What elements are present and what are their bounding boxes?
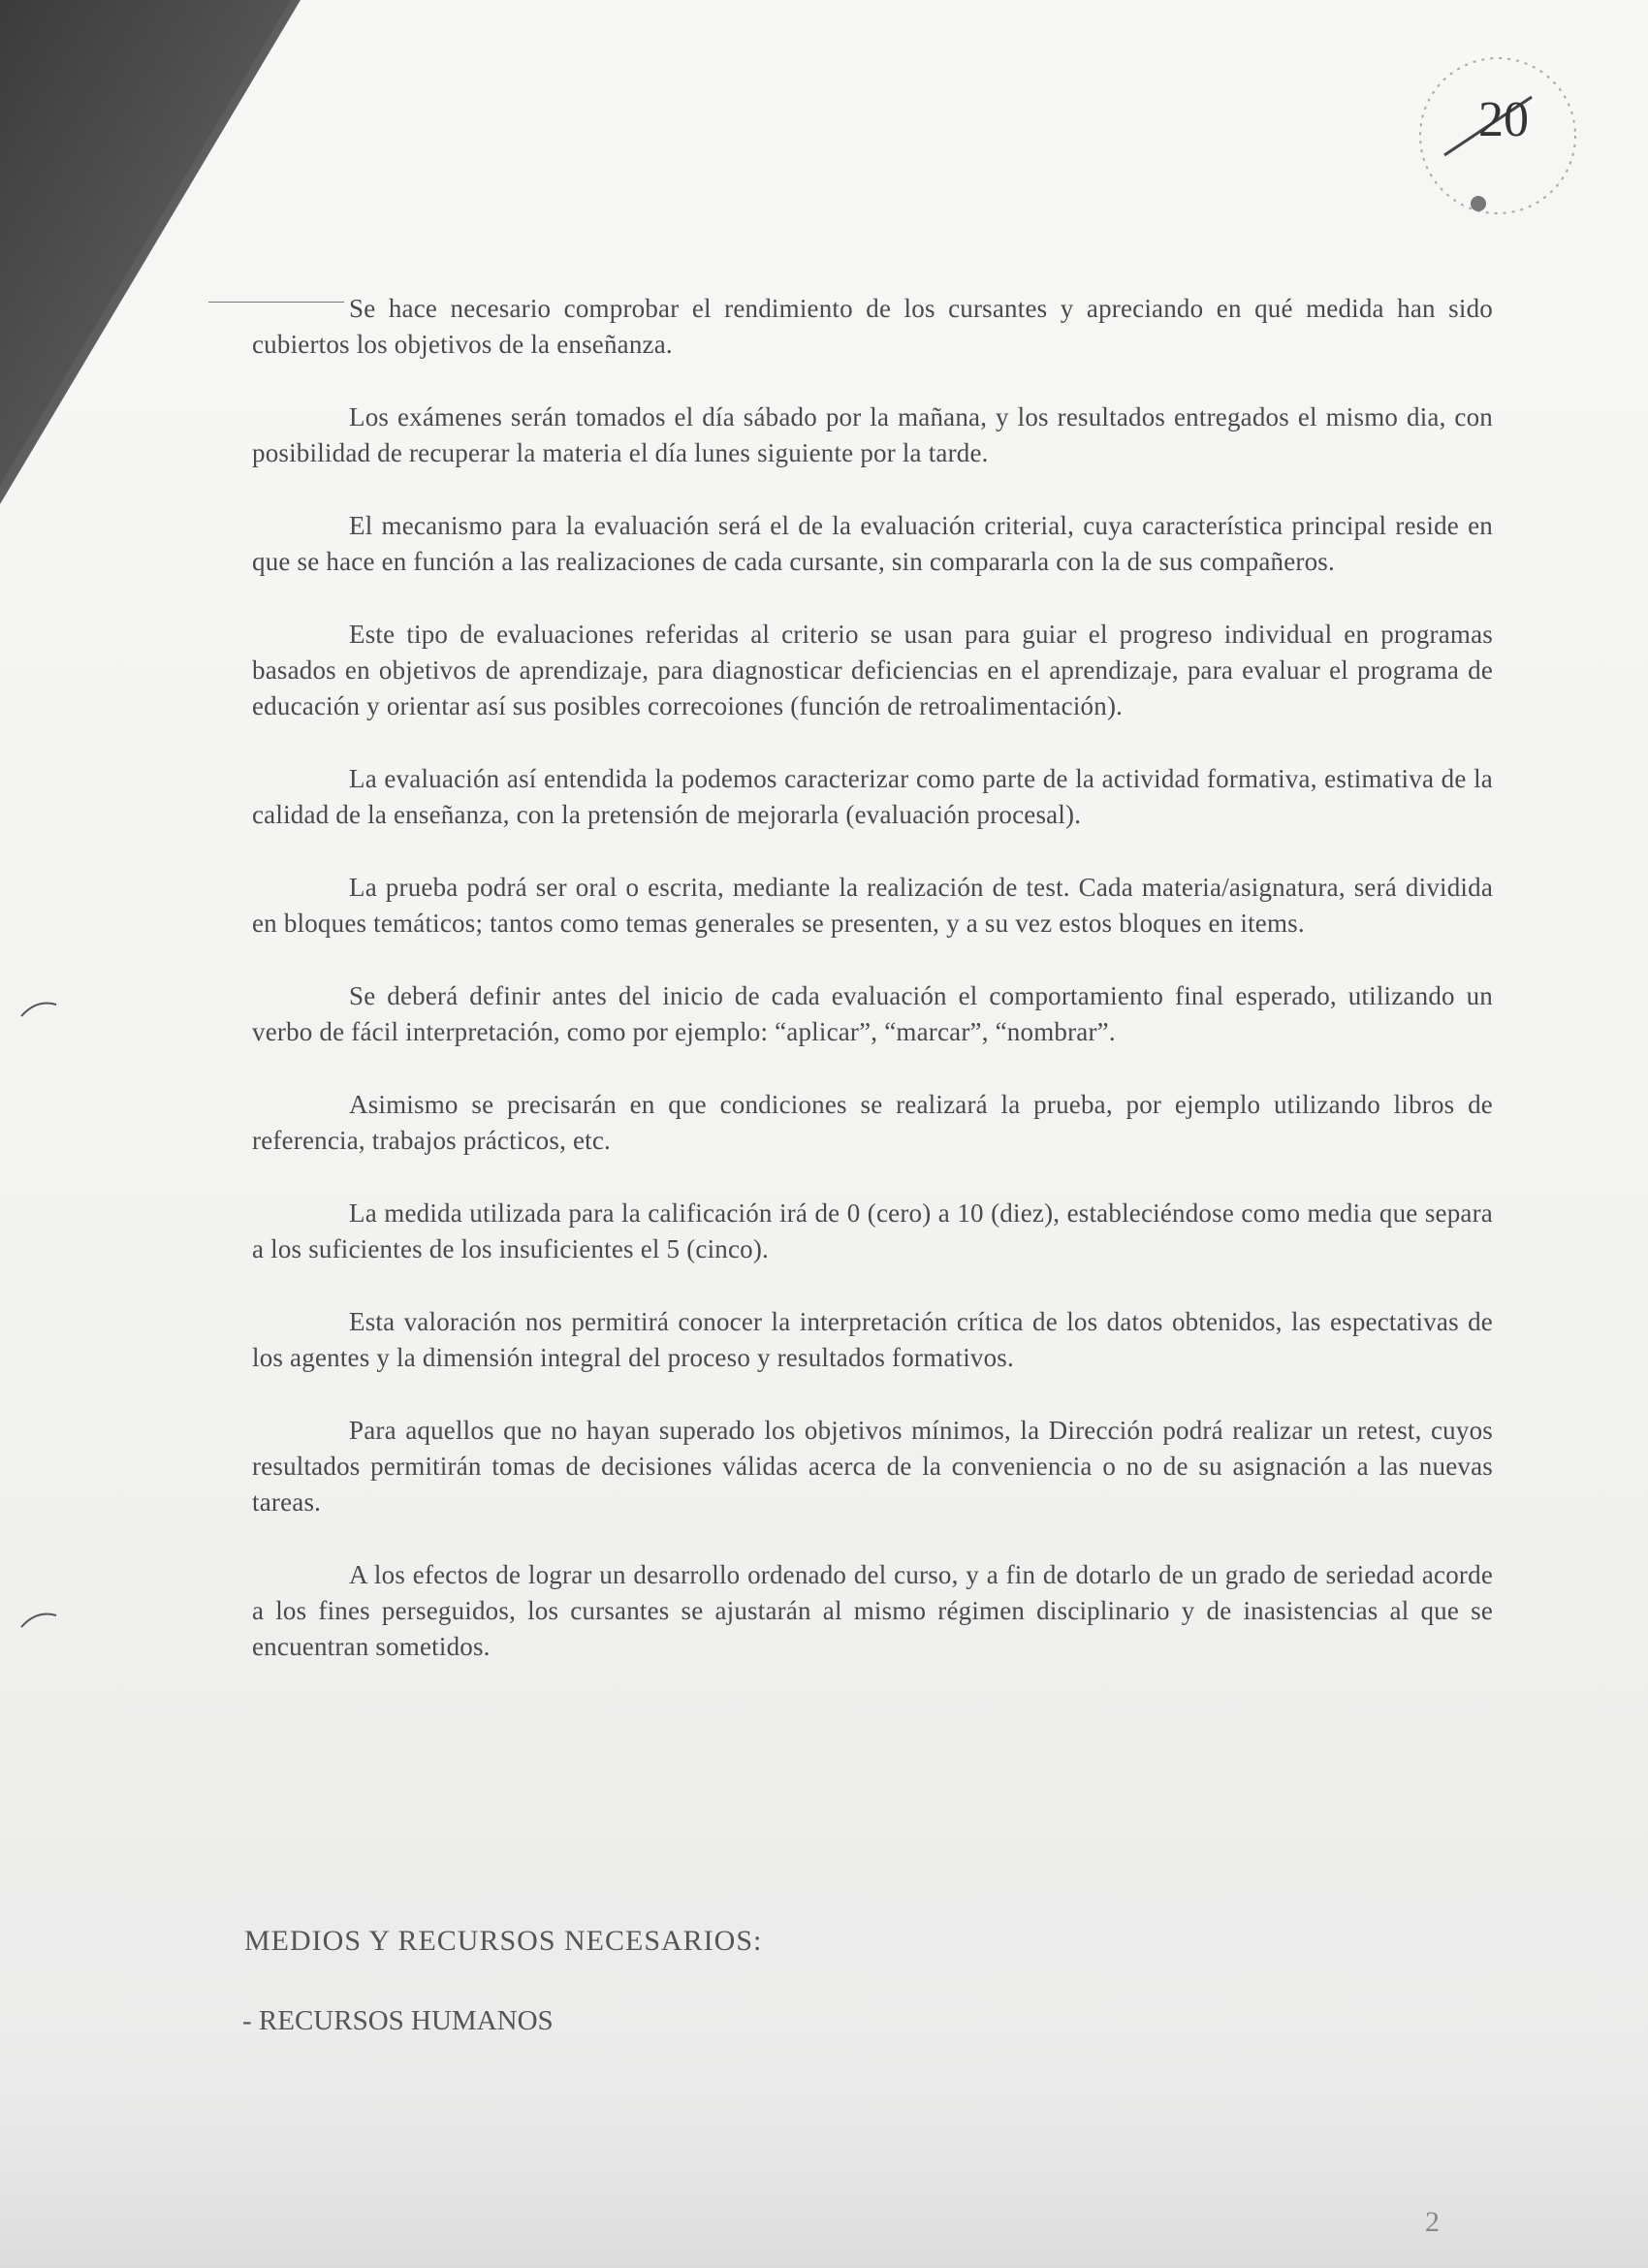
paragraph-5: La evaluación así entendida la podemos caracterizar como parte de la actividad formativa, estimativa de la calidad de la enseñanza, con la pretensión de mejorarla (evaluación procesal). bbox=[252, 764, 1493, 829]
paragraph-7: Se deberá definir antes del inicio de cada evaluación el comportamiento final esperado, utilizando un verbo de fácil interpretación, como por ejemplo: “aplicar”, “marcar”, “nombrar”. bbox=[252, 981, 1493, 1046]
section-heading: MEDIOS Y RECURSOS NECESARIOS: bbox=[244, 1925, 763, 1957]
paragraph-9: La medida utilizada para la calificación irá de 0 (cero) a 10 (diez), estableciéndose como media que separa a los suficientes de los insuficientes el 5 (cinco). bbox=[252, 1198, 1493, 1263]
paragraph-10: Esta valoración nos permitirá conocer la interpretación crítica de los datos obtenidos, las espectativas de los agentes y la dimensión integral del proceso y resultados formativos. bbox=[252, 1307, 1493, 1372]
paragraph-2: Los exámenes serán tomados el día sábado por la mañana, y los resultados entregados el mismo dia, con posibilidad de recuperar la materia el día lunes siguiente por la tarde. bbox=[252, 402, 1493, 467]
punch-mark-top bbox=[19, 999, 58, 1018]
page-number-stamp bbox=[1386, 39, 1609, 233]
paragraph-8: Asimismo se precisarán en que condiciones se realizará la prueba, por ejemplo utilizando libros de referencia, trabajos prácticos, etc. bbox=[252, 1090, 1493, 1155]
punch-mark-bottom bbox=[19, 1610, 58, 1629]
page-mark: 2 bbox=[1425, 2206, 1440, 2238]
paragraph-11: Para aquellos que no hayan superado los objetivos mínimos, la Dirección podrá realizar un retest, cuyos resultados permitirán tomas de decisiones válidas acerca de la conveniencia o no de su asignación a las nuevas tareas. bbox=[252, 1416, 1493, 1517]
paragraph-6: La prueba podrá ser oral o escrita, mediante la realización de test. Cada materia/asignatura, será dividida en bloques temáticos; tantos como temas generales se presenten, y a su vez estos bloques en items. bbox=[252, 873, 1493, 938]
paragraph-4: Este tipo de evaluaciones referidas al criterio se usan para guiar el progreso individual en programas basados en objetivos de aprendizaje, para diagnosticar deficiencias en el aprendizaje, para evaluar el programa de educación y orientar así sus posibles correcoiones (función de retroalimentación). bbox=[252, 620, 1493, 720]
section-subheading: - RECURSOS HUMANOS bbox=[242, 2005, 554, 2036]
stamp-number: 20 bbox=[1478, 92, 1529, 147]
paragraph-12: A los efectos de lograr un desarrollo ordenado del curso, y a fin de dotarlo de un grado de seriedad acorde a los fines perseguidos, los cursantes se ajustarán al mismo régimen disciplinario y de inasistencias al que se encuentran sometidos. bbox=[252, 1560, 1493, 1661]
paragraph-1: Se hace necesario comprobar el rendimiento de los cursantes y apreciando en qué medida han sido cubiertos los objetivos de la enseñanza. bbox=[252, 294, 1493, 359]
paragraph-3: El mecanismo para la evaluación será el de la evaluación criterial, cuya característica principal reside en que se hace en función a las realizaciones de cada cursante, sin compararla con la de sus compañeros. bbox=[252, 511, 1493, 576]
body-text bbox=[252, 291, 1493, 1665]
